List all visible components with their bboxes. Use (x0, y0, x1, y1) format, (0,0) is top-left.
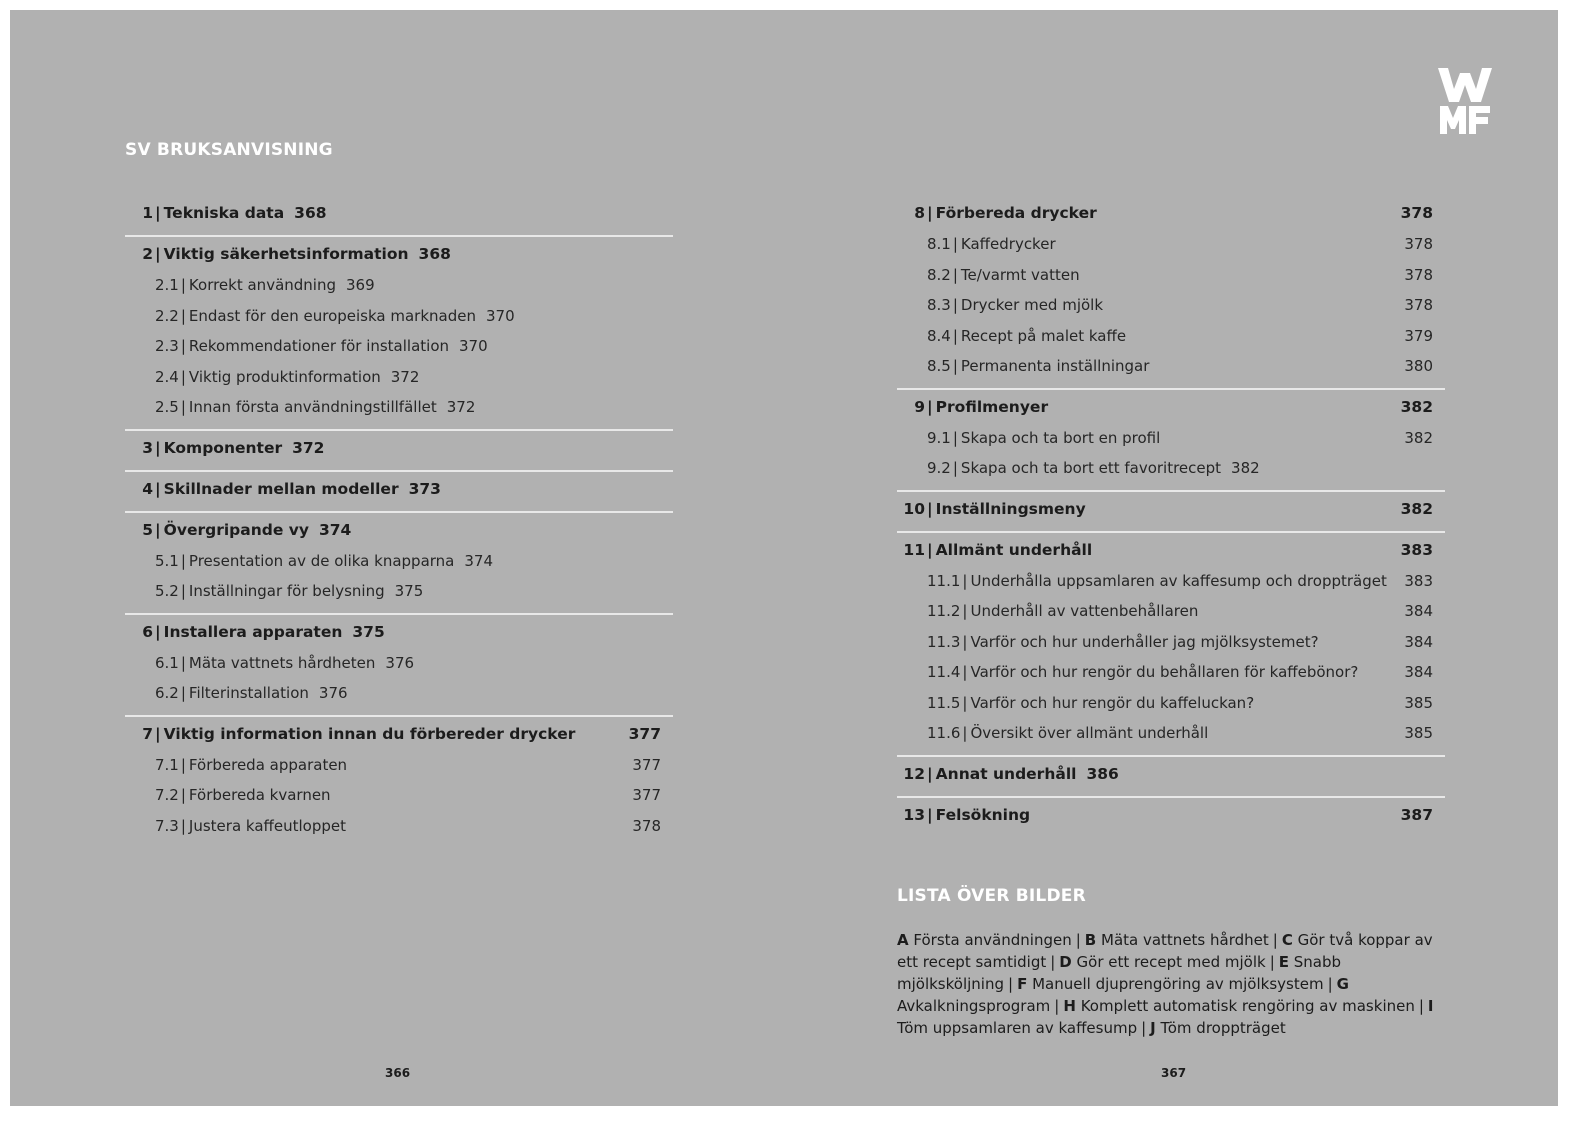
toc-entry-page: 382 (1400, 397, 1433, 416)
toc-subentry-label: Endast för den europeiska marknaden (188, 306, 476, 325)
toc-separator: | (180, 306, 186, 325)
toc-subentry-label: Skapa och ta bort en profil (960, 428, 1161, 447)
toc-subentry-number: 11.1 (927, 571, 961, 590)
toc-subentry-label: Mäta vattnets hårdheten (188, 653, 376, 672)
picture-text: Gör två koppar av ett recept samtidigt (897, 931, 1433, 971)
toc-entry[interactable] (125, 718, 673, 750)
picture-item (1059, 953, 1265, 971)
picture-item (1085, 931, 1269, 949)
toc-entry-page: 374 (318, 520, 352, 539)
picture-item (1063, 997, 1415, 1015)
toc-entry[interactable] (125, 238, 673, 270)
toc-entry-number: 4 (142, 479, 153, 498)
toc-subentry-number: 8.3 (927, 296, 951, 314)
toc-entry-page: 383 (1400, 540, 1433, 559)
toc-entry-label: Inställningsmeny (935, 499, 1086, 518)
toc-separator: | (962, 571, 968, 590)
toc-subentry-page: 384 (1404, 602, 1433, 620)
toc-subentry[interactable] (897, 718, 1445, 749)
toc-separator: | (180, 755, 186, 774)
toc-subentry-number: 11.4 (927, 663, 961, 681)
toc-section (897, 533, 1445, 757)
toc-separator: | (155, 438, 161, 457)
picture-letter: E (1278, 953, 1289, 971)
toc-separator: | (962, 724, 968, 742)
toc-entry-number: 12 (903, 764, 925, 783)
toc-subentry-label: Presentation av de olika knapparna (188, 551, 455, 570)
toc-subentry-label: Kaffedrycker (960, 235, 1056, 253)
toc-section (125, 717, 673, 848)
toc-separator: | (180, 786, 186, 804)
toc-subentry[interactable] (897, 627, 1445, 658)
toc-separator: | (952, 265, 958, 284)
toc-subentry-page: 383 (1404, 571, 1433, 590)
toc-subentry-page: 374 (464, 551, 494, 570)
toc-subentry[interactable] (897, 423, 1445, 454)
page-number-left: 366 (385, 1066, 411, 1080)
toc-subentry[interactable] (897, 657, 1445, 688)
toc-entry-page: 386 (1086, 764, 1119, 783)
toc-subentry[interactable] (125, 392, 673, 423)
toc-entry-label: Skillnader mellan modeller (163, 479, 399, 498)
toc-subentry-number: 8.5 (927, 357, 951, 375)
toc-entry-page: 368 (294, 204, 327, 222)
toc-subentry-number: 5.1 (155, 551, 179, 570)
toc-subentry-number: 7.2 (155, 786, 179, 804)
picture-item (897, 931, 1072, 949)
toc-subentry[interactable] (125, 648, 673, 679)
pictures-list (897, 929, 1445, 1039)
toc-subentry-page: 378 (1404, 265, 1433, 284)
toc-subentry-page: 370 (485, 306, 515, 325)
toc-section (125, 615, 673, 717)
picture-separator: | (1050, 953, 1056, 971)
toc-subentry[interactable] (125, 750, 673, 781)
toc-separator: | (962, 693, 968, 712)
page-number-right: 367 (1161, 1066, 1187, 1080)
picture-item (1150, 1019, 1286, 1037)
toc-entry-number: 1 (142, 204, 153, 222)
toc-subentry-page: 376 (385, 653, 415, 672)
toc-section (125, 431, 673, 472)
toc-entry[interactable] (125, 197, 673, 229)
toc-entry-number: 11 (903, 540, 925, 559)
toc-subentry[interactable] (897, 688, 1445, 719)
toc-entry[interactable] (125, 432, 673, 464)
toc-subentry-page: 370 (459, 337, 488, 355)
picture-text: Snabb mjölksköljning (897, 953, 1342, 993)
toc-entry-label: Allmänt underhåll (935, 540, 1093, 559)
toc-entry-label: Komponenter (163, 438, 283, 457)
picture-text: Komplett automatisk rengöring av maskinen (1080, 997, 1415, 1015)
picture-separator: | (1418, 997, 1424, 1015)
picture-letter: I (1427, 997, 1434, 1015)
toc-entry-label: Profilmenyer (935, 397, 1049, 416)
toc-subentry-number: 2.5 (155, 398, 179, 416)
toc-entry[interactable] (125, 514, 673, 546)
toc-entry-number: 8 (914, 204, 925, 222)
toc-subentry-label: Justera kaffeutloppet (188, 816, 346, 835)
toc-subentry-label: Te/varmt vatten (960, 265, 1080, 284)
toc-subentry-page: 372 (446, 398, 476, 416)
toc-subentry[interactable] (897, 566, 1445, 597)
toc-subentry-number: 11.6 (927, 724, 961, 742)
toc-separator: | (952, 357, 958, 375)
picture-item (1017, 975, 1324, 993)
toc-subentry-page: 378 (1404, 235, 1433, 253)
toc-subentry-page: 382 (1231, 459, 1260, 477)
toc-entry-number: 9 (914, 397, 925, 416)
toc-separator: | (180, 582, 186, 600)
toc-subentry-label: Viktig produktinformation (188, 367, 381, 386)
picture-text: Gör ett recept med mjölk (1076, 953, 1266, 971)
toc-subentry[interactable] (125, 576, 673, 607)
toc-separator: | (927, 540, 933, 559)
toc-subentry[interactable] (125, 780, 673, 811)
picture-text: Avkalkningsprogram (897, 997, 1051, 1015)
toc-separator: | (155, 245, 161, 263)
picture-letter: H (1063, 997, 1076, 1015)
toc-separator: | (952, 296, 958, 314)
picture-separator: | (1075, 931, 1081, 949)
toc-entry-number: 2 (142, 245, 153, 263)
toc-subentry[interactable] (125, 331, 673, 362)
toc-separator: | (155, 204, 161, 222)
toc-entry-label: Tekniska data (163, 204, 285, 222)
toc-subentry-label: Filterinstallation (188, 684, 309, 702)
toc-separator: | (180, 816, 186, 835)
picture-separator: | (1008, 975, 1014, 993)
toc-section (125, 513, 673, 615)
toc-entry-page: 382 (1400, 499, 1433, 518)
toc-entry-number: 6 (142, 622, 153, 641)
toc-subentry[interactable] (897, 260, 1445, 291)
toc-separator: | (927, 204, 933, 222)
toc-subentry-number: 8.1 (927, 235, 951, 253)
toc-subentry[interactable] (125, 678, 673, 709)
toc-subentry[interactable] (897, 351, 1445, 382)
picture-letter: F (1017, 975, 1028, 993)
toc-section (897, 390, 1445, 492)
toc-entry[interactable] (125, 473, 673, 505)
picture-letter: G (1336, 975, 1349, 993)
toc-entry[interactable] (897, 391, 1445, 423)
toc-entry[interactable] (897, 534, 1445, 566)
toc-subentry-label: Underhåll av vattenbehållaren (970, 602, 1199, 620)
pictures-title: LISTA ÖVER BILDER (897, 886, 1086, 906)
toc-subentry[interactable] (125, 301, 673, 332)
toc-entry-page: 368 (418, 245, 451, 263)
toc-subentry-label: Varför och hur rengör du kaffeluckan? (970, 693, 1255, 712)
toc-subentry-number: 8.4 (927, 326, 951, 345)
toc-subentry-page: 380 (1404, 357, 1433, 375)
toc-subentry-label: Förbereda kvarnen (188, 786, 331, 804)
picture-letter: J (1150, 1019, 1156, 1037)
toc-subentry-label: Varför och hur rengör du behållaren för kaffebönor? (970, 663, 1359, 681)
toc-entry[interactable] (125, 616, 673, 648)
picture-separator: | (1269, 953, 1275, 971)
toc-subentry-page: 378 (1404, 296, 1433, 314)
toc-separator: | (927, 397, 933, 416)
toc-separator: | (952, 459, 958, 477)
toc-separator: | (155, 724, 161, 743)
toc-entry-label: Annat underhåll (935, 764, 1077, 783)
toc-subentry-label: Recept på malet kaffe (960, 326, 1127, 345)
toc-left (125, 196, 673, 847)
toc-subentry-label: Skapa och ta bort ett favoritrecept (960, 459, 1222, 477)
toc-separator: | (180, 337, 186, 355)
toc-separator: | (962, 632, 968, 651)
toc-subentry[interactable] (125, 270, 673, 301)
toc-entry-number: 5 (142, 520, 153, 539)
toc-separator: | (155, 622, 161, 641)
picture-text: Manuell djuprengöring av mjölksystem (1032, 975, 1324, 993)
toc-entry-page: 375 (352, 622, 385, 641)
toc-separator: | (155, 479, 161, 498)
toc-subentry-page: 378 (632, 816, 661, 835)
toc-subentry[interactable] (897, 453, 1445, 484)
document-spread (10, 10, 1558, 1106)
toc-subentry-page: 377 (632, 786, 661, 804)
toc-separator: | (180, 684, 186, 702)
toc-subentry-number: 11.3 (927, 632, 961, 651)
toc-entry-page: 372 (292, 438, 325, 457)
toc-section (897, 757, 1445, 798)
toc-entry-label: Övergripande vy (163, 520, 309, 539)
toc-separator: | (180, 551, 186, 570)
toc-subentry-number: 7.1 (155, 755, 179, 774)
picture-letter: B (1084, 931, 1097, 949)
toc-subentry-page: 369 (346, 276, 375, 294)
picture-separator: | (1141, 1019, 1147, 1037)
toc-subentry-number: 2.2 (155, 306, 179, 325)
toc-subentry-page: 385 (1404, 693, 1433, 712)
toc-subentry[interactable] (125, 362, 673, 393)
toc-subentry-page: 385 (1404, 724, 1433, 742)
toc-subentry-label: Permanenta inställningar (960, 357, 1150, 375)
toc-entry-page: 377 (628, 724, 661, 743)
toc-entry[interactable] (897, 799, 1445, 831)
toc-separator: | (962, 602, 968, 620)
toc-separator: | (952, 235, 958, 253)
toc-entry[interactable] (897, 197, 1445, 229)
toc-entry-label: Felsökning (935, 805, 1031, 824)
toc-subentry-label: Förbereda apparaten (188, 755, 348, 774)
toc-subentry-page: 384 (1404, 663, 1433, 681)
toc-subentry-number: 2.4 (155, 367, 179, 386)
toc-subentry-label: Korrekt användning (188, 276, 336, 294)
toc-subentry-number: 2.1 (155, 276, 179, 294)
toc-entry[interactable] (897, 758, 1445, 790)
toc-subentry-number: 6.1 (155, 653, 179, 672)
toc-entry-number: 7 (142, 724, 153, 743)
toc-subentry-label: Översikt över allmänt underhåll (970, 724, 1209, 742)
page-title: SV BRUKSANVISNING (125, 140, 333, 160)
toc-subentry-label: Drycker med mjölk (960, 296, 1104, 314)
toc-entry[interactable] (897, 493, 1445, 525)
toc-entry-number: 10 (903, 499, 925, 518)
toc-entry-label: Förbereda drycker (935, 204, 1097, 222)
toc-separator: | (180, 367, 186, 386)
toc-entry-label: Viktig information innan du förbereder drycker (163, 724, 576, 743)
picture-separator: | (1327, 975, 1333, 993)
toc-section (125, 237, 673, 431)
toc-entry-label: Viktig säkerhetsinformation (163, 245, 409, 263)
toc-separator: | (952, 428, 958, 447)
toc-subentry-page: 372 (390, 367, 420, 386)
toc-separator: | (927, 805, 933, 824)
toc-separator: | (927, 499, 933, 518)
toc-separator: | (952, 326, 958, 345)
toc-section (125, 196, 673, 237)
toc-subentry[interactable] (125, 811, 673, 842)
toc-subentry-number: 11.2 (927, 602, 961, 620)
toc-section (897, 798, 1445, 837)
picture-text: Töm uppsamlaren av kaffesump (897, 1019, 1138, 1037)
toc-section (897, 196, 1445, 390)
wmf-logo (1438, 68, 1492, 134)
toc-subentry-label: Rekommendationer för installation (188, 337, 450, 355)
toc-separator: | (180, 276, 186, 294)
toc-subentry-number: 8.2 (927, 265, 951, 284)
toc-separator: | (962, 663, 968, 681)
picture-letter: D (1059, 953, 1072, 971)
toc-right (897, 196, 1445, 837)
toc-subentry-number: 11.5 (927, 693, 961, 712)
picture-letter: A (897, 931, 909, 949)
picture-separator: | (1054, 997, 1060, 1015)
picture-text: Mäta vattnets hårdhet (1101, 931, 1269, 949)
toc-entry-page: 387 (1400, 805, 1433, 824)
toc-subentry-number: 7.3 (155, 816, 179, 835)
toc-subentry-page: 379 (1404, 326, 1433, 345)
toc-subentry[interactable] (897, 596, 1445, 627)
toc-subentry-label: Underhålla uppsamlaren av kaffesump och droppträget (970, 571, 1387, 590)
picture-separator: | (1272, 931, 1278, 949)
toc-separator: | (927, 764, 933, 783)
toc-separator: | (180, 398, 186, 416)
picture-text: Första användningen (913, 931, 1072, 949)
toc-subentry[interactable] (897, 229, 1445, 260)
toc-entry-page: 373 (408, 479, 441, 498)
toc-subentry-label: Varför och hur underhåller jag mjölksystemet? (970, 632, 1319, 651)
picture-text: Töm droppträget (1160, 1019, 1286, 1037)
toc-subentry-number: 6.2 (155, 684, 179, 702)
toc-subentry-page: 376 (318, 684, 348, 702)
toc-subentry-label: Innan första användningstillfället (188, 398, 437, 416)
toc-subentry[interactable] (125, 546, 673, 577)
toc-section (897, 492, 1445, 533)
toc-entry-label: Installera apparaten (163, 622, 343, 641)
toc-entry-number: 13 (903, 805, 925, 824)
toc-section (125, 472, 673, 513)
toc-subentry[interactable] (897, 321, 1445, 352)
toc-subentry-label: Inställningar för belysning (188, 582, 385, 600)
toc-separator: | (155, 520, 161, 539)
toc-subentry-page: 382 (1404, 428, 1433, 447)
toc-separator: | (180, 653, 186, 672)
toc-entry-page: 378 (1400, 204, 1433, 222)
picture-letter: C (1281, 931, 1293, 949)
toc-entry-number: 3 (142, 438, 153, 457)
toc-subentry-page: 375 (394, 582, 424, 600)
toc-subentry-page: 384 (1404, 632, 1433, 651)
toc-subentry-number: 5.2 (155, 582, 179, 600)
toc-subentry-number: 9.2 (927, 459, 951, 477)
toc-subentry-number: 9.1 (927, 428, 951, 447)
toc-subentry-number: 2.3 (155, 337, 179, 355)
toc-subentry[interactable] (897, 290, 1445, 321)
toc-subentry-page: 377 (632, 755, 661, 774)
